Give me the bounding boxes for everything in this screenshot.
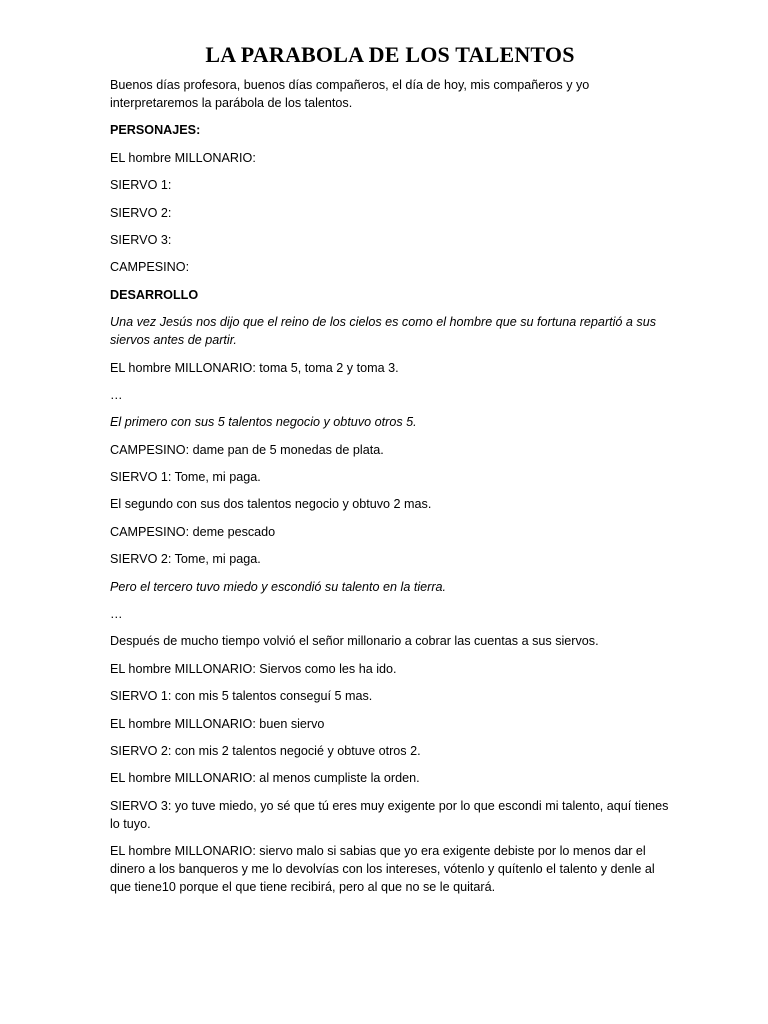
narration-paragraph: Después de mucho tiempo volvió el señor millonario a cobrar las cuentas a sus siervos. bbox=[110, 634, 599, 649]
narration-paragraph: Pero el tercero tuvo miedo y escondió su talento en la tierra. bbox=[110, 579, 447, 594]
heading-personajes: PERSONAJES: bbox=[110, 123, 201, 138]
dialogue-line: SIERVO 1: con mis 5 talentos conseguí 5 mas. bbox=[110, 689, 373, 704]
dialogue-line: CAMPESINO: dame pan de 5 monedas de plata. bbox=[110, 442, 384, 457]
narration-paragraph: El primero con sus 5 talentos negocio y obtuvo otros 5. bbox=[110, 415, 417, 430]
ellipsis-line: … bbox=[110, 387, 123, 402]
dialogue-line: SIERVO 2: con mis 2 talentos negocié y obtuve otros 2. bbox=[110, 743, 421, 758]
ellipsis-line: … bbox=[110, 607, 123, 622]
document-page bbox=[110, 40, 670, 906]
character-campesino: CAMPESINO: bbox=[110, 260, 190, 275]
narration-paragraph: Una vez Jesús nos dijo que el reino de los cielos es como el hombre que su fortuna repartió a sus siervos antes de partir. bbox=[110, 315, 657, 348]
heading-desarrollo: DESARROLLO bbox=[110, 287, 199, 302]
dialogue-line: CAMPESINO: deme pescado bbox=[110, 524, 276, 539]
dialogue-line: EL hombre MILLONARIO: siervo malo si sabias que yo era exigente debiste por lo menos dar el dinero a los banqueros y me lo devolvías con los intereses, vótenlo y quítenlo el talento y denle al que tiene10 porque el que tiene recibirá, pero al que no se le quitará. bbox=[110, 844, 655, 895]
dialogue-line: EL hombre MILLONARIO: buen siervo bbox=[110, 716, 325, 731]
dialogue-line: EL hombre MILLONARIO: toma 5, toma 2 y toma 3. bbox=[110, 360, 399, 375]
document-title: LA PARABOLA DE LOS TALENTOS bbox=[205, 42, 575, 67]
character-siervo-1: SIERVO 1: bbox=[110, 178, 172, 193]
dialogue-line: EL hombre MILLONARIO: Siervos como les ha ido. bbox=[110, 661, 397, 676]
dialogue-line: SIERVO 1: Tome, mi paga. bbox=[110, 470, 261, 485]
character-siervo-2: SIERVO 2: bbox=[110, 205, 172, 220]
character-millonario: EL hombre MILLONARIO: bbox=[110, 150, 256, 165]
dialogue-line: SIERVO 2: Tome, mi paga. bbox=[110, 552, 261, 567]
narration-paragraph: El segundo con sus dos talentos negocio y obtuvo 2 mas. bbox=[110, 497, 432, 512]
dialogue-line: SIERVO 3: yo tuve miedo, yo sé que tú eres muy exigente por lo que escondi mi talento, aquí tienes lo tuyo. bbox=[110, 798, 669, 831]
dialogue-line: EL hombre MILLONARIO: al menos cumpliste la orden. bbox=[110, 771, 420, 786]
character-siervo-3: SIERVO 3: bbox=[110, 232, 172, 247]
paragraph-intro: Buenos días profesora, buenos días compañeros, el día de hoy, mis compañeros y yo interpretaremos la parábola de los talentos. bbox=[110, 78, 590, 110]
